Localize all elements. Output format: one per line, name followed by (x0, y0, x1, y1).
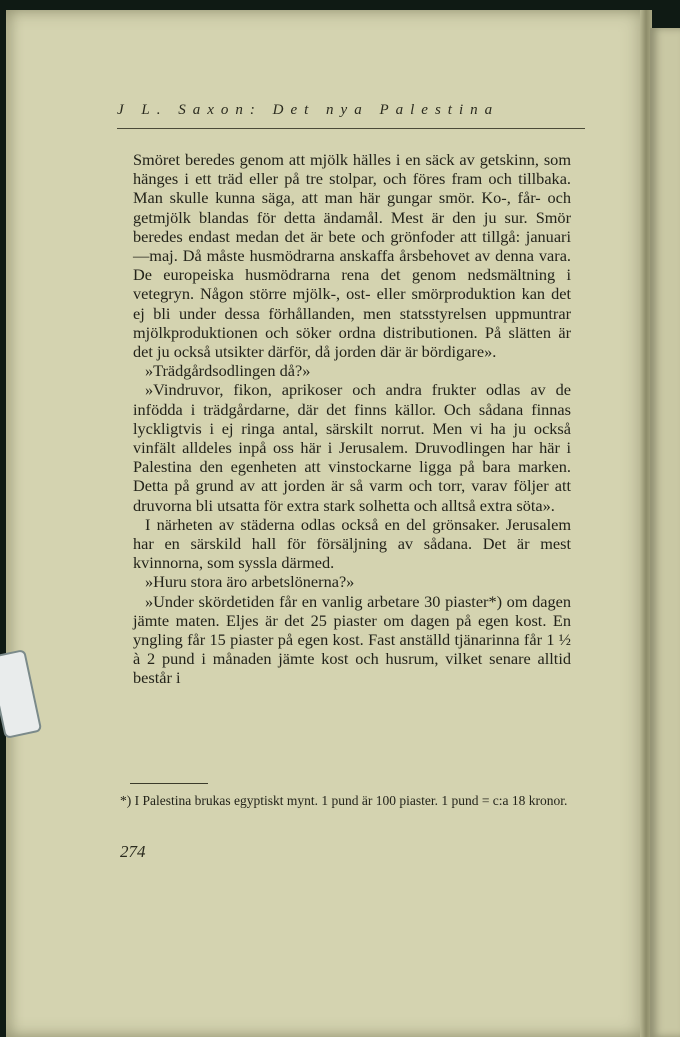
paragraph: »Vindruvor, fikon, aprikoser och andra frukter odlas av de infödda i trädgårdarne, där det finns källor. Och sådana finnas lyckligtvis i ej ringa antal, särskilt norrut. Men vi ha ju också vinfält alldeles inpå oss här i Jerusalem. Druvodlingen har här i Palestina den egenheten att vinstockarne ligga på bara marken. Detta på grund av att jorden är så varm och torr, varav följer att druvorna bli utsatta för extra stark solhetta och alltså extra söta». (133, 380, 571, 515)
running-header: J L. Saxon: Det nya Palestina (117, 102, 500, 118)
footnote-text: *) I Palestina brukas egyptiskt mynt. 1 pund är 100 piaster. 1 pund = c:a 18 kronor. (120, 793, 568, 808)
header-rule (117, 128, 585, 129)
footnote-rule (130, 783, 208, 784)
paragraph: I närheten av städerna odlas också en del grönsaker. Jerusalem har en särskild hall för försäljning av sådana. Det är mest kvinnorna, som syssla därmed. (133, 514, 571, 573)
footnote (120, 793, 570, 809)
paragraph: Smöret beredes genom att mjölk hälles i en säck av getskinn, som hänges i ett träd eller på tre stolpar, och föres fram och tillbaka. Man skulle kunna säga, att man här gungar smör. Ko-, får- och getmjölk blandas för detta ändamål. Mest är den ju sur. Smör beredes endast medan det är bete och grönfoder att tillgå: januari—maj. Då måste husmödrarna anskaffa årsbehovet av denna vara. De europeiska husmödrarna rena det genom nedsmältning i vetegryn. Någon större mjölk-, ost- eller smörproduktion kan det ej bli under dessa förhållanden, men statsstyrelsen uppmuntrar mjölkproduktionen och söker ordna distributionen. På slätten är det ju också utsikter därför, då jorden där är bördigare». (133, 150, 571, 362)
paragraph: »Under skördetiden får en vanlig arbetare 30 piaster*) om dagen jämte maten. Eljes är det 25 piaster om dagen på egen kost. En yngling får 15 piaster på egen kost. Fast anställd tjänarinna får 1 ½ à 2 pund i månaden jämte kost och husrum, vilket senare alltid består i (133, 591, 571, 688)
next-page-edge (650, 28, 680, 1037)
paragraph: »Trädgårdsodlingen då?» (145, 361, 311, 381)
body-text (133, 150, 571, 688)
page-number: 274 (120, 842, 146, 861)
paragraph: »Huru stora äro arbetslönerna?» (145, 572, 355, 592)
